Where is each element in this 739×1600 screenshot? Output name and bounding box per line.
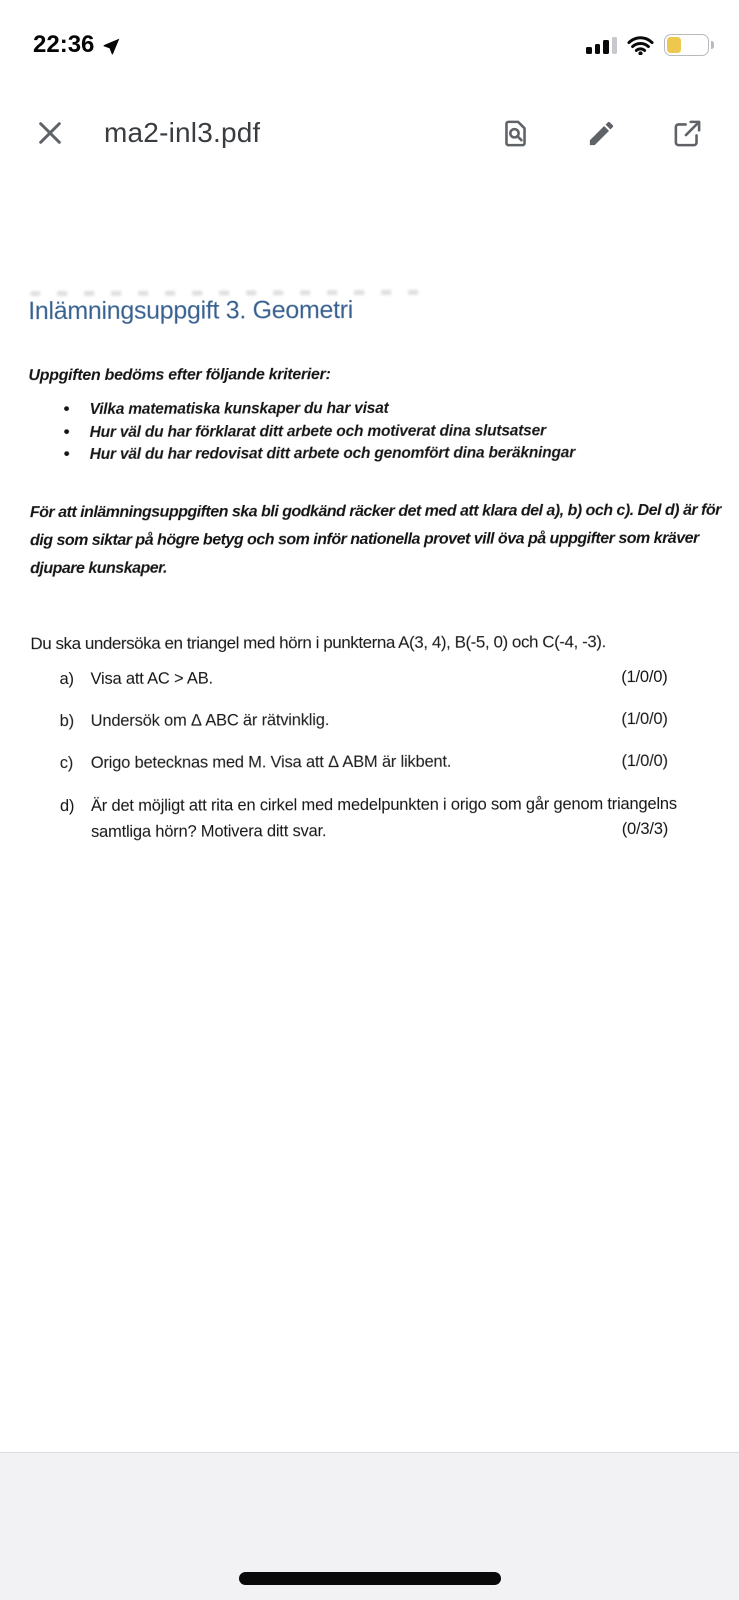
bullet-icon: • bbox=[63, 444, 70, 464]
pdf-viewer-toolbar bbox=[0, 80, 739, 186]
status-time: 22:36 bbox=[33, 31, 95, 58]
task-label: a) bbox=[59, 670, 74, 689]
home-indicator[interactable] bbox=[239, 1572, 501, 1585]
task-row-c bbox=[60, 750, 668, 775]
status-bar bbox=[0, 0, 739, 80]
task-score: (1/0/0) bbox=[621, 709, 668, 729]
task-label: b) bbox=[59, 712, 74, 731]
signal-bar bbox=[603, 40, 609, 54]
edit-button[interactable] bbox=[579, 111, 623, 155]
wifi-icon bbox=[627, 35, 654, 55]
document-title: ma2-inl3.pdf bbox=[104, 117, 261, 148]
open-in-new-icon bbox=[672, 118, 703, 149]
status-left bbox=[33, 31, 122, 59]
task-row-a bbox=[59, 666, 667, 691]
task-score: (1/0/0) bbox=[621, 667, 668, 687]
criteria-intro: Uppgiften bedöms efter följande kriterier: bbox=[28, 366, 331, 385]
battery-fill bbox=[667, 37, 681, 53]
task-label: d) bbox=[59, 797, 75, 816]
close-icon bbox=[34, 117, 66, 149]
signal-bar bbox=[586, 47, 592, 54]
pdf-page[interactable] bbox=[0, 186, 739, 1452]
open-in-button[interactable] bbox=[665, 111, 709, 155]
list-item bbox=[62, 397, 575, 421]
bullet-icon: • bbox=[63, 421, 70, 441]
list-item bbox=[62, 442, 575, 466]
bullet-icon: • bbox=[63, 399, 70, 419]
battery-icon bbox=[664, 34, 709, 56]
preview-search-button[interactable] bbox=[493, 111, 537, 155]
bottom-gesture-area bbox=[0, 1452, 739, 1600]
edit-pencil-icon bbox=[586, 118, 617, 149]
status-right bbox=[586, 34, 709, 56]
toolbar-actions bbox=[493, 111, 715, 155]
task-text: Undersök om Δ ABC är rätvinklig. bbox=[90, 711, 330, 730]
task-label: c) bbox=[59, 754, 74, 773]
list-item bbox=[62, 420, 575, 444]
close-button[interactable] bbox=[28, 111, 72, 155]
criteria-text: Vilka matematiska kunskaper du har visat bbox=[89, 399, 389, 418]
task-text: Origo betecknas med M. Visa att Δ ABM är likbent. bbox=[90, 752, 452, 772]
task-score: (0/3/3) bbox=[621, 819, 669, 839]
criteria-text: Hur väl du har redovisat ditt arbete och genomfört dina beräkningar bbox=[89, 444, 576, 463]
signal-bar bbox=[595, 44, 601, 55]
task-row-d bbox=[60, 791, 703, 845]
criteria-text: Hur väl du har förklarat ditt arbete och motiverat dina slutsatser bbox=[89, 421, 546, 441]
scanned-document bbox=[0, 186, 739, 1452]
cellular-signal-icon bbox=[586, 36, 617, 54]
location-arrow-icon bbox=[101, 36, 122, 57]
task-row-b bbox=[60, 708, 668, 733]
grading-note: För att inlämningsuppgiften ska bli godkänd räcker det med att klara del a), b) och c). Del d) är för dig som siktar på högre betyg och som inför nationella provet vill öva på uppgifter som kräver djupare kunskaper. bbox=[29, 501, 721, 578]
task-text: Är det möjligt att rita en cirkel med medelpunkten i origo som går genom triangelns samtliga hörn? Motivera ditt svar. bbox=[90, 794, 677, 841]
battery-nub bbox=[711, 41, 714, 49]
signal-bar-empty bbox=[612, 37, 618, 55]
assignment-heading: Inlämningsuppgift 3. Geometri bbox=[28, 296, 354, 326]
criteria-list bbox=[62, 397, 576, 466]
task-score: (1/0/0) bbox=[621, 751, 668, 771]
scan-artifact bbox=[30, 290, 430, 296]
task-intro: Du ska undersöka en triangel med hörn i punkterna A(3, 4), B(-5, 0) och C(-4, -3). bbox=[30, 632, 606, 654]
task-text: Visa att AC > AB. bbox=[90, 669, 213, 688]
document-preview-icon bbox=[500, 118, 531, 149]
